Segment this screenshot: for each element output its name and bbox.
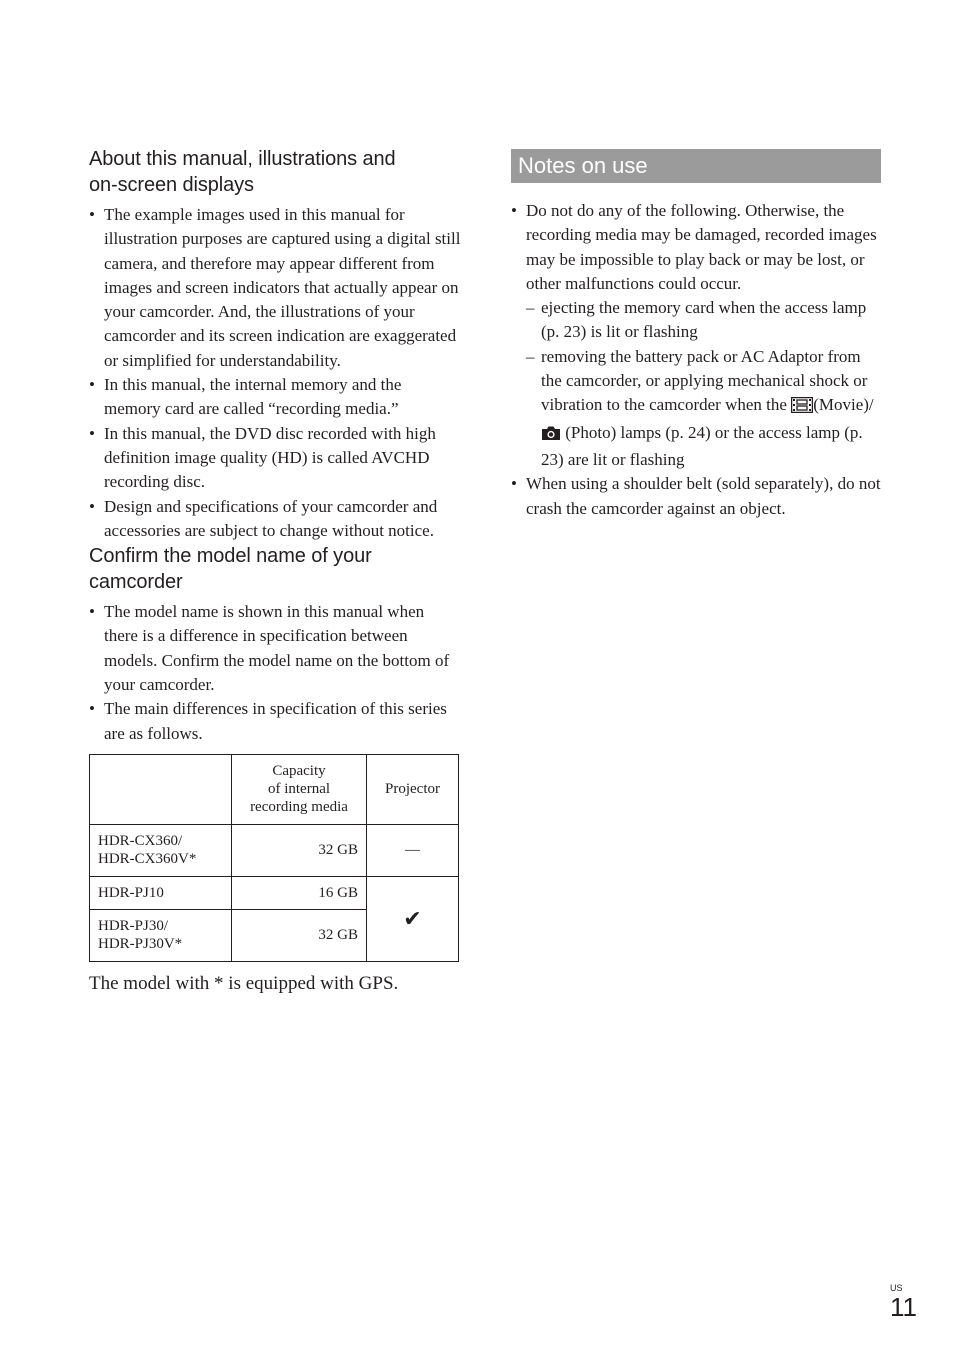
header-projector: Projector: [367, 754, 459, 824]
header-capacity: Capacity of internal recording media: [232, 754, 367, 824]
table-row: [90, 824, 459, 876]
projector-check-icon: ✔: [367, 876, 459, 961]
page-number: [890, 1283, 917, 1321]
notes-list: [511, 199, 881, 521]
list-item: • The model name is shown in this manual when there is a difference in specification between models. Confirm the model name on the bottom of your camcorder.: [89, 602, 450, 695]
table-row: [90, 876, 459, 909]
left-column: [89, 146, 461, 996]
list-item: • When using a shoulder belt (sold separately), do not crash the camcorder against an object.: [511, 474, 881, 518]
list-item: • In this manual, the internal memory and the memory card are called “recording media.”: [89, 375, 402, 419]
camera-icon: [541, 424, 561, 448]
notes-banner: Notes on use: [511, 149, 881, 183]
section-title-line: Confirm the model name of your: [89, 545, 372, 568]
confirm-model-list: [89, 600, 461, 746]
sub-list: [526, 296, 881, 472]
section-title-line: About this manual, illustrations and: [89, 148, 396, 170]
movie-icon: [791, 396, 813, 420]
list-item: • In this manual, the DVD disc recorded with high definition image quality (HD) is called AVCHD recording disc.: [89, 423, 436, 492]
list-item: • Design and specifications of your camcorder and accessories are subject to change without notice.: [89, 496, 438, 540]
about-manual-list: [89, 203, 461, 543]
sub-list-item: – ejecting the memory card when the access lamp (p. 23) is lit or flashing: [526, 298, 867, 342]
projector-cell: —: [367, 824, 459, 876]
capacity-cell: 32 GB: [232, 909, 367, 961]
gps-note: The model with * is equipped with GPS.: [89, 972, 399, 994]
list-item: • The main differences in specification of this series are as follows.: [89, 699, 447, 743]
page-number-value: 11: [890, 1292, 917, 1322]
table-corner-cell: [90, 754, 232, 824]
model-cell: HDR-CX360/ HDR-CX360V*: [90, 824, 232, 876]
section-title-line: camcorder: [89, 571, 183, 594]
model-cell: HDR-PJ10: [90, 876, 232, 909]
section-title-about-manual: [89, 146, 461, 198]
capacity-cell: 32 GB: [232, 824, 367, 876]
table-header-row: [90, 754, 459, 824]
list-item: • Do not do any of the following. Otherwise, the recording media may be damaged, recorded images may be impossible to play back or may be lost, or other malfunctions could occur. – ejecting the memory card when the access lamp (p. 23) is lit or flashing – removing the battery pack or AC Adaptor from the camcorder, or applying mechanical shock or vibration to the camcorder when the (Movie)/ (Photo) lamps (p. 24) or the access lamp (p. 23) are lit or flashing: [511, 199, 881, 472]
section-title-confirm-model: [89, 543, 461, 595]
right-column: [511, 149, 881, 521]
list-item: • The example images used in this manual for illustration purposes are captured using a digital still camera, and therefore may appear different from images and screen indicators that actually appear on your camcorder. And, the illustrations of your camcorder and its screen indication are exaggerated or simplified for understandability.: [89, 205, 461, 370]
region-label: US: [890, 1283, 903, 1293]
model-spec-table: [89, 754, 459, 962]
sub-list-item: – removing the battery pack or AC Adaptor from the camcorder, or applying mechanical shock or vibration to the camcorder when the (Movie)/ (Photo) lamps (p. 24) or the access lamp (p. 23) are lit or flashing: [526, 346, 874, 469]
capacity-cell: 16 GB: [232, 876, 367, 909]
section-title-line: on-screen displays: [89, 174, 254, 196]
model-cell: HDR-PJ30/ HDR-PJ30V*: [90, 909, 232, 961]
